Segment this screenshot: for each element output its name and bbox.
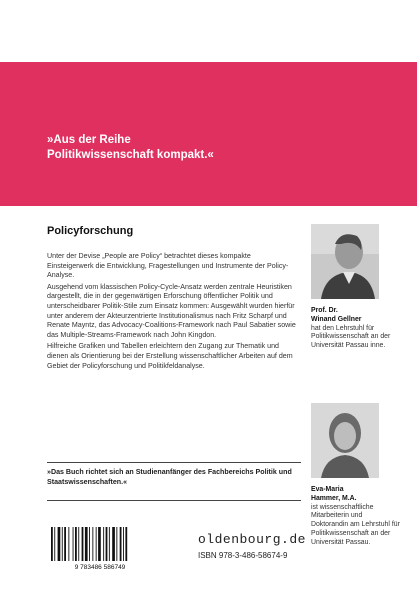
publisher-url: oldenbourg.de	[198, 532, 306, 547]
blurb-paragraph-1: Unter der Devise „People are Policy“ betrachtet dieses kompakte Einsteigerwerk die Entwicklung, Fragestellungen und Instrumente der Policy-Analyse.	[47, 252, 289, 280]
series-heading	[47, 133, 214, 163]
isbn-label: ISBN 978-3-486-58674-9	[198, 551, 288, 560]
author-name-line-1: Prof. Dr.	[311, 307, 338, 314]
series-line-2: Politikwissenschaft kompakt.«	[47, 149, 214, 161]
blurb-paragraph-3: Hilfreiche Grafiken und Tabellen erleichtern den Zugang zur Thematik und dienen als Orientierung bei der Erstellung wissenschaftlicher Arbeiten auf dem Gebiet der Policyforschung und Politikfeldanalyse.	[47, 342, 293, 370]
author-name-line-2: Winand Gellner	[311, 315, 362, 323]
series-line-1: »Aus der Reihe	[47, 134, 131, 146]
book-title: Policyforschung	[47, 225, 134, 237]
barcode-digits: 9 783486 586749	[74, 564, 126, 571]
quote-bottom-rule	[47, 500, 301, 501]
author-bio-text: hat den Lehrstuhl für Politikwissenschaft an der Universität Passau inne.	[311, 324, 391, 350]
blurb-paragraph-2: Ausgehend vom klassischen Policy-Cycle-Ansatz werden zentrale Heuristiken dargestellt, die in der gegenwärtigen Erforschung öffentlicher Politik und unterscheidbarer Politik-Stile zum Einsatz kommen: Ausgewählt wurden hierfür unter anderem der Akteurzentrierte Institutionalismus nach Fritz Scharpf und Renate Mayntz, das Advocacy-Coalitions-Framework nach Paul Sabatier sowie das Multiple-Streams-Framework nach John Kingdon.	[47, 282, 296, 339]
author-photo-gellner	[311, 224, 379, 299]
blurb-text	[47, 252, 297, 373]
audience-quote: »Das Buch richtet sich an Studienanfänger des Fachbereichs Politik und Staatswissenschaften.«	[47, 468, 292, 486]
author-bio-hammer	[311, 486, 401, 548]
author-bio-gellner	[311, 307, 401, 351]
barcode-bars	[51, 527, 127, 561]
author-bio-text: ist wissenschaftliche Mitarbeiterin und Doktorandin am Lehrstuhl für Politikwissenschaft an der Universität Passau.	[311, 503, 400, 546]
barcode	[47, 525, 153, 571]
author-photo-hammer	[311, 403, 379, 478]
author-name-line-2: Hammer, M.A.	[311, 494, 357, 502]
portrait-man-icon	[311, 224, 379, 299]
top-white-band	[0, 0, 417, 62]
portrait-woman-icon	[311, 403, 379, 478]
author-name-line-1: Eva-Maria	[311, 486, 344, 493]
quote-top-rule	[47, 462, 301, 463]
